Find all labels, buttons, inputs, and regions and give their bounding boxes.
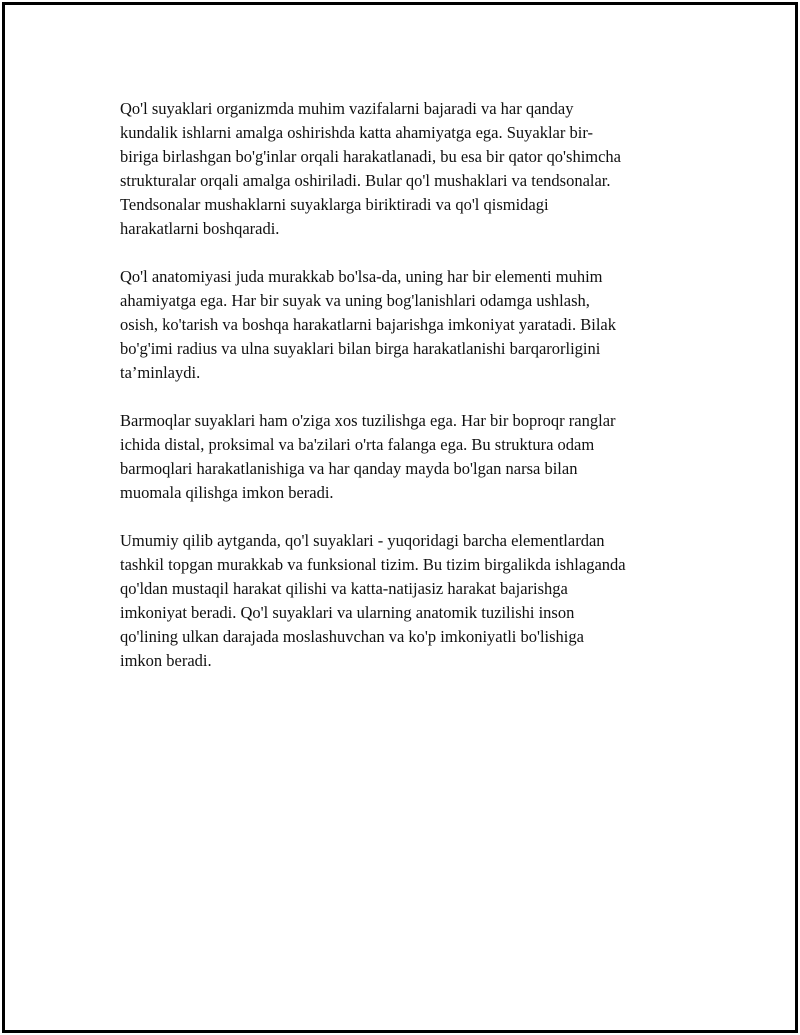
text-line: qo'lining ulkan darajada moslashuvchan va ko'p imkoniyatli bo'lishiga bbox=[120, 627, 584, 646]
text-line: harakatlarni boshqaradi. bbox=[120, 219, 280, 238]
text-line: ta’minlaydi. bbox=[120, 363, 201, 382]
text-line: strukturalar orqali amalga oshiriladi. Bular qo'l mushaklari va tendsonalar. bbox=[120, 171, 611, 190]
text-line: kundalik ishlarni amalga oshirishda katta ahamiyatga ega. Suyaklar bir- bbox=[120, 123, 593, 142]
text-line: tashkil topgan murakkab va funksional tizim. Bu tizim birgalikda ishlaganda bbox=[120, 555, 626, 574]
text-line: imkon beradi. bbox=[120, 651, 212, 670]
text-line: bo'g'imi radius va ulna suyaklari bilan birga harakatlanishi barqarorligini bbox=[120, 339, 601, 358]
text-line: Umumiy qilib aytganda, qo'l suyaklari - yuqoridagi barcha elementlardan bbox=[120, 531, 605, 550]
text-line: Qo'l suyaklari organizmda muhim vazifalarni bajaradi va har qanday bbox=[120, 99, 574, 118]
paragraph-4 bbox=[120, 529, 692, 673]
text-line: qo'ldan mustaqil harakat qilishi va katta-natijasiz harakat bajarishga bbox=[120, 579, 568, 598]
text-line: ahamiyatga ega. Har bir suyak va uning bog'lanishlari odamga ushlash, bbox=[120, 291, 590, 310]
text-line: Barmoqlar suyaklari ham o'ziga xos tuzilishga ega. Har bir boproqr ranglar bbox=[120, 411, 616, 430]
paragraph-1 bbox=[120, 97, 692, 241]
text-line: barmoqlari harakatlanishiga va har qanday mayda bo'lgan narsa bilan bbox=[120, 459, 578, 478]
text-line: biriga birlashgan bo'g'inlar orqali harakatlanadi, bu esa bir qator qo'shimcha bbox=[120, 147, 622, 166]
text-line: osish, ko'tarish va boshqa harakatlarni bajarishga imkoniyat yaratadi. Bilak bbox=[120, 315, 617, 334]
text-line: muomala qilishga imkon beradi. bbox=[120, 483, 334, 502]
text-line: Qo'l anatomiyasi juda murakkab bo'lsa-da, uning har bir elementi muhim bbox=[120, 267, 603, 286]
document-page bbox=[2, 2, 798, 1033]
text-line: Tendsonalar mushaklarni suyaklarga biriktiradi va qo'l qismidagi bbox=[120, 195, 549, 214]
document-body bbox=[120, 97, 692, 697]
text-line: imkoniyat beradi. Qo'l suyaklari va ularning anatomik tuzilishi inson bbox=[120, 603, 575, 622]
paragraph-2 bbox=[120, 265, 692, 385]
text-line: ichida distal, proksimal va ba'zilari o'rta falanga ega. Bu struktura odam bbox=[120, 435, 595, 454]
paragraph-3 bbox=[120, 409, 692, 505]
